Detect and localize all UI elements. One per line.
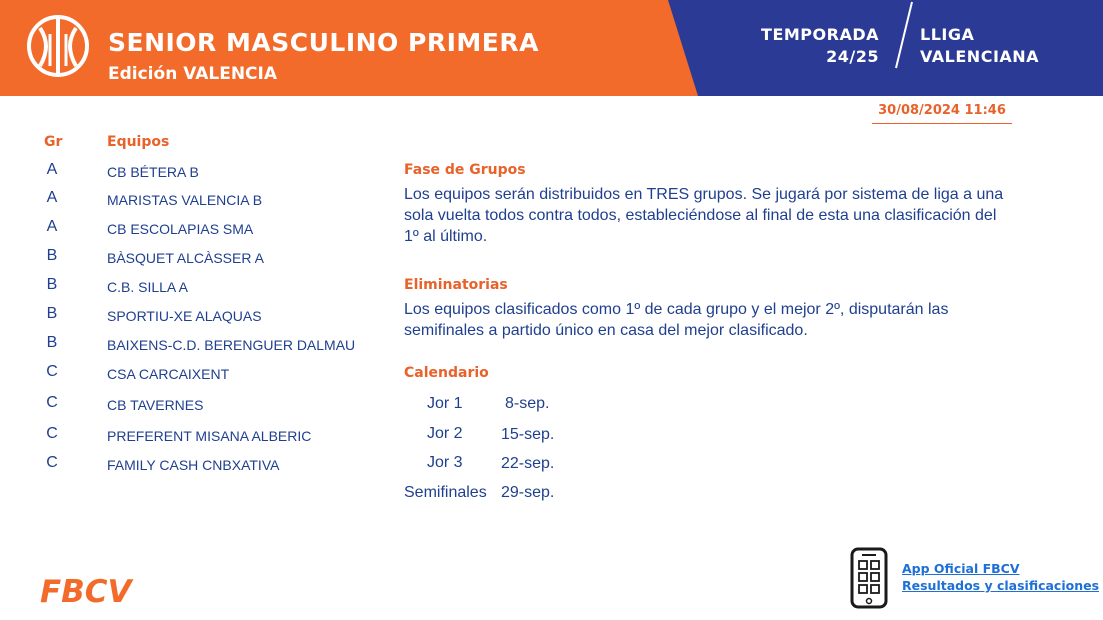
calendar-round-label: Jor 1 (427, 395, 463, 412)
team-name: FAMILY CASH CNBXATIVA (107, 457, 280, 473)
team-name: CB ESCOLAPIAS SMA (107, 221, 254, 237)
team-group: B (46, 334, 58, 351)
league-line-1: LLIGA (920, 25, 975, 44)
table-row (0, 394, 380, 414)
table-row (0, 305, 380, 325)
table-row (0, 218, 380, 238)
knockout-title: Eliminatorias (404, 277, 508, 293)
team-group: A (46, 161, 58, 178)
team-name: BÀSQUET ALCÀSSER A (107, 250, 264, 266)
calendar-round-date: 8-sep. (505, 395, 550, 412)
team-group: B (46, 276, 58, 293)
calendar-round-date: 22-sep. (501, 455, 555, 472)
team-name: CB TAVERNES (107, 397, 204, 413)
calendar-round-label: Jor 3 (427, 454, 463, 471)
table-row (0, 161, 380, 181)
knockout-text: Los equipos clasificados como 1º de cada grupo y el mejor 2º, disputarán las semifinales a partido único en casa del mejor clasificado. (404, 301, 949, 339)
table-row (0, 334, 380, 354)
calendar-round-label: Semifinales (404, 484, 487, 501)
team-group: B (46, 305, 58, 322)
calendar-round-date: 29-sep. (501, 484, 555, 501)
team-group: C (46, 425, 58, 442)
team-group: A (46, 189, 58, 206)
basketball-logo-icon (26, 14, 90, 78)
table-row (0, 454, 380, 474)
calendar-round-label: Jor 2 (427, 425, 463, 442)
season-value: 24/25 (826, 47, 879, 66)
league-name (920, 24, 1039, 68)
table-row (0, 425, 380, 445)
calendar-title: Calendario (404, 365, 489, 381)
page-title: SENIOR MASCULINO PRIMERA (108, 28, 539, 57)
team-name: C.B. SILLA A (107, 279, 188, 295)
table-row (0, 189, 380, 209)
team-group: C (46, 394, 58, 411)
calendar-round-date: 15-sep. (501, 426, 555, 443)
fbcv-logo (38, 572, 150, 606)
team-name: PREFERENT MISANA ALBERIC (107, 428, 312, 444)
team-name: SPORTIU-XE ALAQUAS (107, 308, 262, 324)
group-column-header: Gr (44, 134, 63, 150)
timestamp: 30/08/2024 11:46 (872, 103, 1012, 124)
groups-phase-text: Los equipos serán distribuidos en TRES grupos. Se jugará por sistema de liga a una sola vuelta todos contra todos, estableciéndose al final de esta una clasificación del 1º al último. (404, 186, 1004, 245)
header-banner (0, 0, 1103, 96)
fbcv-logo-text: FBCV (40, 574, 132, 606)
team-group: C (46, 363, 58, 380)
team-group: B (46, 247, 58, 264)
table-row (0, 363, 380, 383)
groups-phase-title: Fase de Grupos (404, 162, 526, 178)
team-group: A (46, 218, 58, 235)
app-link-subtitle[interactable]: Resultados y clasificaciones (902, 578, 1100, 593)
page-subtitle: Edición VALENCIA (108, 64, 278, 84)
table-row (0, 247, 380, 267)
team-column-header: Equipos (107, 134, 170, 150)
league-line-2: VALENCIANA (920, 47, 1040, 66)
team-group: C (46, 454, 58, 471)
season-label (761, 24, 879, 68)
table-row (0, 276, 380, 296)
team-name: MARISTAS VALENCIA B (107, 192, 263, 208)
smartphone-icon (850, 547, 890, 611)
team-name: CSA CARCAIXENT (107, 366, 230, 382)
season-label-text: TEMPORADA (761, 25, 879, 44)
team-name: CB BÉTERA B (107, 164, 199, 180)
team-name: BAIXENS-C.D. BERENGUER DALMAU (107, 337, 356, 353)
app-link-title[interactable]: App Oficial FBCV (902, 561, 1020, 576)
